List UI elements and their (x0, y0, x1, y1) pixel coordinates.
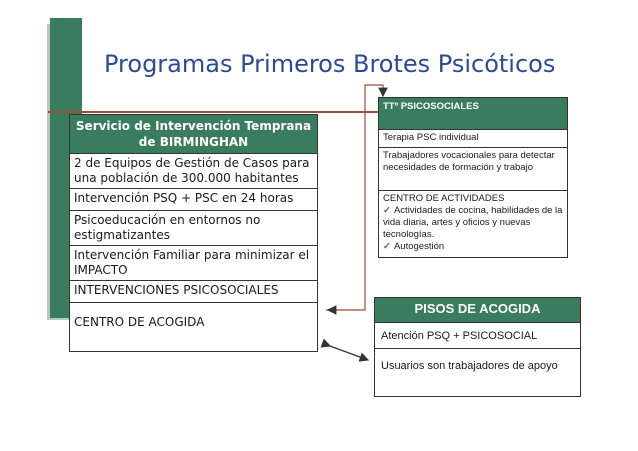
right-row-activities-center (379, 190, 567, 257)
activities-item (383, 241, 563, 253)
checkmark-icon: ✓ (383, 241, 391, 252)
reception-connector (330, 346, 368, 360)
reception-flats-table (374, 297, 581, 397)
bottom-row-support-workers: Usuarios son trabajadores de apoyo (375, 348, 580, 396)
left-row-family-intervention: Intervención Familiar para minimizar el IMPACTO (70, 245, 317, 280)
activities-item-text: Autogestión (393, 241, 445, 252)
psychosocial-treatments-table (378, 97, 568, 258)
activities-item-text: Actividades de cocina, habilidades de la vida diaria, artes y oficios y nuevas tecnologías. (383, 205, 563, 240)
left-row-psychoeducation: Psicoeducación en entornos no estigmatizantes (70, 210, 317, 245)
left-row-reception-center: CENTRO DE ACOGIDA (70, 302, 317, 351)
right-row-vocational-workers: Trabajadores vocacionales para detectar necesidades de formación y trabajo (379, 147, 567, 190)
right-row-individual-therapy: Terapia PSC individual (379, 129, 567, 147)
birmingham-service-table (69, 114, 318, 352)
checkmark-icon: ✓ (383, 205, 391, 216)
activities-item (383, 205, 563, 241)
activities-center-title: CENTRO DE ACTIVIDADES (383, 193, 505, 204)
right-table-header: TTº PSICOSOCIALES (379, 98, 567, 129)
bottom-row-attention: Atención PSQ + PSICOSOCIAL (375, 322, 580, 348)
left-row-case-teams: 2 de Equipos de Gestión de Casos para una población de 300.000 habitantes (70, 153, 317, 188)
left-row-psychosocial-interventions: INTERVENCIONES PSICOSOCIALES (70, 280, 317, 302)
left-row-intervention-24h: Intervención PSQ + PSC en 24 horas (70, 188, 317, 210)
bottom-table-header: PISOS DE ACOGIDA (375, 298, 580, 322)
left-table-header: Servicio de Intervención Temprana de BIRMINGHAN (70, 115, 317, 153)
psychosocial-connector (326, 85, 383, 310)
slide-title: Programas Primeros Brotes Psicóticos (104, 50, 556, 78)
